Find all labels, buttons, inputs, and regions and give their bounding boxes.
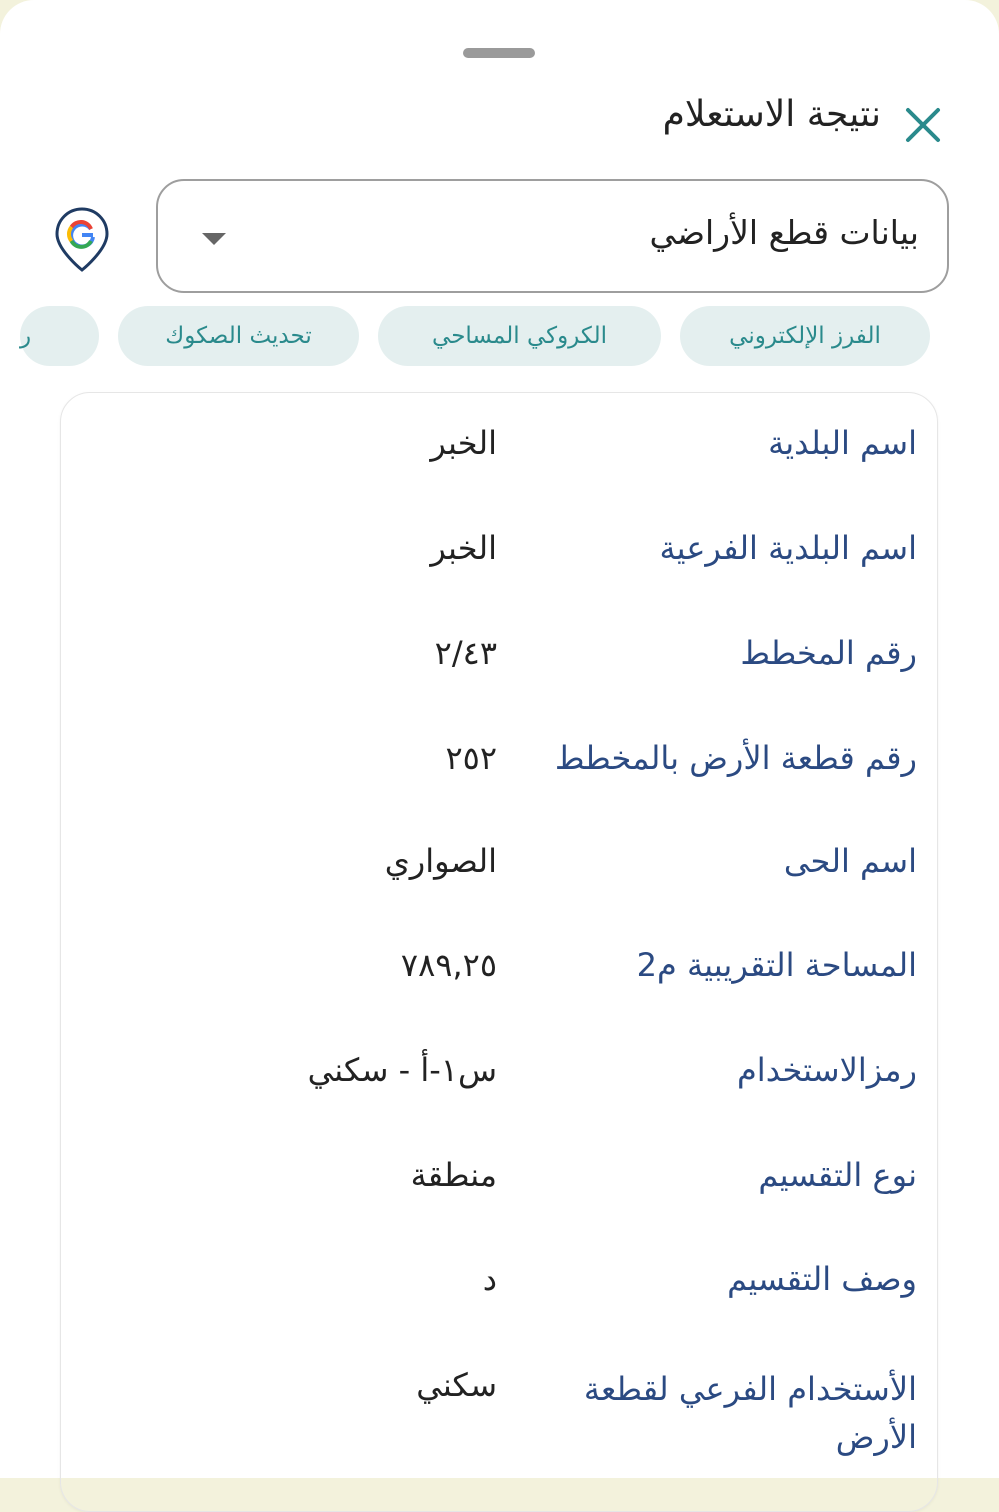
row-label: رمزالاستخدام (736, 1051, 917, 1089)
row-label: وصف التقسيم (727, 1260, 917, 1298)
drag-handle[interactable] (463, 48, 535, 58)
row-label: المساحة التقريبية م2 (636, 946, 917, 984)
row-label: نوع التقسيم (758, 1156, 917, 1194)
row-value: د (482, 1260, 497, 1298)
chip-survey-sketch[interactable]: الكروكي المساحي (378, 306, 661, 366)
result-row (61, 1259, 937, 1359)
query-type-select[interactable] (156, 179, 949, 293)
row-label: اسم البلدية (768, 424, 917, 462)
close-icon (898, 100, 948, 150)
google-maps-button[interactable] (54, 206, 110, 274)
result-row (61, 841, 937, 941)
google-pin-icon (54, 206, 110, 274)
result-row (61, 528, 937, 628)
row-value: الصواري (384, 842, 497, 880)
row-label: الأستخدام الفرعي لقطعة الأرض (583, 1370, 917, 1456)
row-value: ٢٥٢ (445, 739, 497, 777)
sheet-title: نتيجة الاستعلام (662, 94, 881, 135)
row-value: ٢/٤٣ (434, 634, 497, 672)
query-type-value: بيانات قطع الأراضي (649, 213, 919, 252)
result-card (60, 392, 938, 1512)
chip-electronic-sorting[interactable]: الفرز الإلكتروني (680, 306, 930, 366)
result-row (61, 1365, 937, 1505)
row-label: اسم البلدية الفرعية (659, 529, 917, 567)
row-value: منطقة (410, 1156, 497, 1194)
row-value: الخبر (430, 424, 497, 462)
service-chips (20, 306, 940, 368)
result-row (61, 423, 937, 523)
row-label: رقم المخطط (740, 634, 917, 672)
row-value: ٧٨٩,٢٥ (400, 946, 497, 984)
result-row (61, 738, 937, 838)
chip-partial[interactable]: ر (20, 306, 99, 366)
result-row (61, 945, 937, 1045)
result-row (61, 1155, 937, 1255)
chip-deeds-update[interactable]: تحديث الصكوك (118, 306, 359, 366)
close-button[interactable] (898, 100, 948, 150)
row-value: س١-أ - سكني (307, 1051, 497, 1089)
row-value: سكني (416, 1366, 497, 1404)
chevron-down-icon (202, 233, 226, 245)
row-value: الخبر (430, 529, 497, 567)
row-label: رقم قطعة الأرض بالمخطط (554, 739, 917, 777)
result-row (61, 1050, 937, 1150)
result-row (61, 633, 937, 733)
row-label: اسم الحى (783, 842, 917, 880)
